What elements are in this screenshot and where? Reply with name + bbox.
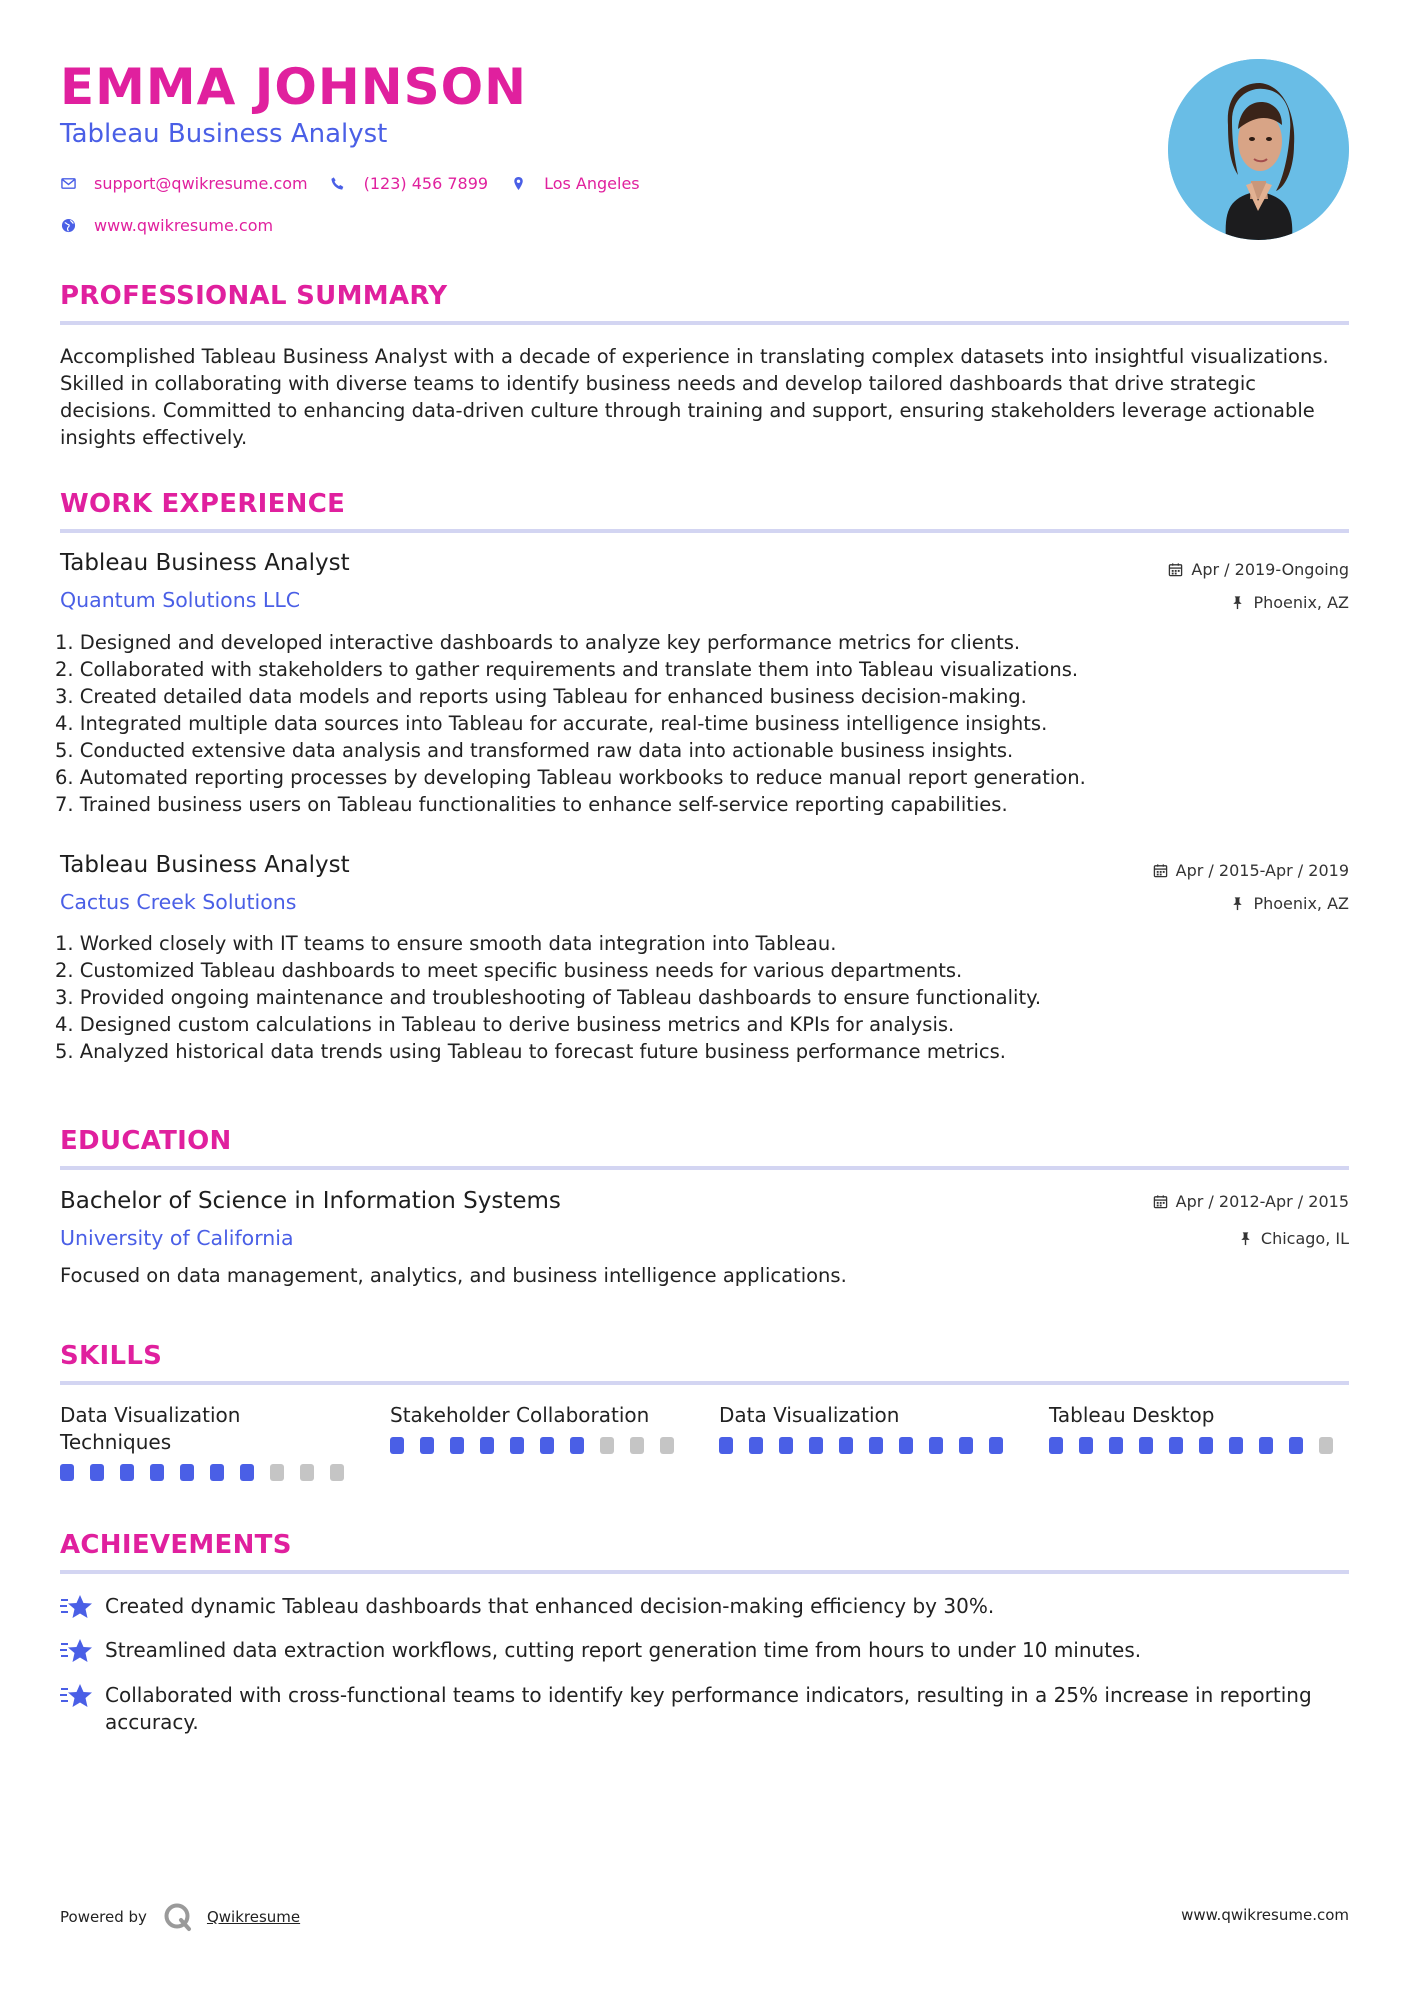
phone-icon xyxy=(330,176,346,192)
skill-dot-filled xyxy=(929,1437,943,1454)
skill-dot-filled xyxy=(959,1437,973,1454)
education-location-text: Chicago, IL xyxy=(1260,1229,1349,1248)
skill-name: Tableau Desktop xyxy=(1049,1403,1215,1427)
job-location xyxy=(1230,593,1349,612)
skill-dot-filled xyxy=(1109,1437,1123,1454)
list-item: 6. Automated reporting processes by developing Tableau workbooks to reduce manual report generation. xyxy=(55,766,1086,789)
skill-dot-filled xyxy=(1139,1437,1153,1454)
skill-dot-filled xyxy=(989,1437,1003,1454)
skill-dot-filled xyxy=(120,1464,134,1481)
job-location-text: Phoenix, AZ xyxy=(1253,894,1349,913)
school-name: University of California xyxy=(60,1226,294,1250)
skill-dot-filled xyxy=(749,1437,763,1454)
website-item[interactable] xyxy=(60,216,273,235)
education-description: Focused on data management, analytics, and business intelligence applications. xyxy=(60,1264,847,1287)
section-divider xyxy=(60,529,1349,533)
skill-dot-empty xyxy=(300,1464,314,1481)
achievement-item xyxy=(60,1682,1350,1736)
education-dates xyxy=(1153,1192,1349,1211)
job-title: Tableau Business Analyst xyxy=(60,550,350,576)
job-company: Cactus Creek Solutions xyxy=(60,890,297,914)
phone-text[interactable]: (123) 456 7899 xyxy=(363,174,489,193)
section-divider xyxy=(60,1166,1349,1170)
contact-row-secondary xyxy=(60,216,295,235)
section-divider xyxy=(60,321,1349,325)
list-item: 3. Provided ongoing maintenance and troubleshooting of Tableau dashboards to ensure functionality. xyxy=(55,986,1042,1009)
list-item: 7. Trained business users on Tableau functionalities to enhance self-service reporting capabilities. xyxy=(55,793,1008,816)
profile-photo xyxy=(1168,59,1349,240)
skill-dot-filled xyxy=(180,1464,194,1481)
achievement-text: Streamlined data extraction workflows, cutting report generation time from hours to under 10 minutes. xyxy=(105,1638,1142,1662)
location-text: Los Angeles xyxy=(544,174,640,193)
job-company: Quantum Solutions LLC xyxy=(60,588,301,612)
skill-rating xyxy=(390,1437,690,1454)
degree-title: Bachelor of Science in Information Systems xyxy=(60,1188,561,1214)
experience-heading: WORK EXPERIENCE xyxy=(60,489,346,519)
calendar-icon xyxy=(1153,863,1168,878)
skill-dot-empty xyxy=(1319,1437,1333,1454)
list-item: 3. Created detailed data models and reports using Tableau for enhanced business decision-making. xyxy=(55,685,1027,708)
skill-dot-empty xyxy=(660,1437,674,1454)
skill-item xyxy=(60,1402,360,1481)
skill-dot-filled xyxy=(1079,1437,1093,1454)
summary-text: Accomplished Tableau Business Analyst with a decade of experience in translating complex datasets into insightful visualizations. Skilled in collaborating with diverse teams to identify business needs and develop tailored dashboards that drive strategic decisions. Committed to enhancing data-driven culture through training and support, ensuring stakeholders leverage actionable insights effectively. xyxy=(60,345,1329,449)
job-location xyxy=(1230,894,1349,913)
skill-dot-empty xyxy=(330,1464,344,1481)
education-dates-text: Apr / 2012-Apr / 2015 xyxy=(1175,1192,1349,1211)
list-item: 4. Designed custom calculations in Tableau to derive business metrics and KPIs for analysis. xyxy=(55,1013,955,1036)
contact-row-primary xyxy=(60,174,662,193)
job-bullets xyxy=(55,629,1355,818)
skill-dot-filled xyxy=(540,1437,554,1454)
list-item: 1. Designed and developed interactive dashboards to analyze key performance metrics for clients. xyxy=(55,631,1021,654)
skill-dot-filled xyxy=(420,1437,434,1454)
email-text[interactable]: support@qwikresume.com xyxy=(94,174,308,193)
skill-dot-filled xyxy=(1169,1437,1183,1454)
envelope-icon xyxy=(60,176,76,192)
skill-dot-filled xyxy=(60,1464,74,1481)
skills-heading: SKILLS xyxy=(60,1341,163,1371)
job-dates-text: Apr / 2015-Apr / 2019 xyxy=(1175,861,1349,880)
skill-dot-filled xyxy=(839,1437,853,1454)
brand-link[interactable]: Qwikresume xyxy=(206,1908,301,1926)
skill-dot-filled xyxy=(210,1464,224,1481)
skill-dot-filled xyxy=(510,1437,524,1454)
job-bullets xyxy=(55,930,1355,1065)
skill-dot-filled xyxy=(450,1437,464,1454)
skill-rating xyxy=(1049,1437,1349,1454)
list-item: 5. Analyzed historical data trends using Tableau to forecast future business performance metrics. xyxy=(55,1040,1006,1063)
skill-name: Data Visualization xyxy=(719,1403,900,1427)
skill-item xyxy=(719,1402,1019,1454)
summary-heading: PROFESSIONAL SUMMARY xyxy=(60,281,448,311)
website-text[interactable]: www.qwikresume.com xyxy=(94,216,274,235)
star-icon xyxy=(60,1637,94,1665)
star-icon xyxy=(60,1593,94,1621)
skill-rating xyxy=(719,1437,1019,1454)
skill-item xyxy=(1049,1402,1349,1454)
skill-dot-filled xyxy=(809,1437,823,1454)
section-divider xyxy=(60,1381,1349,1385)
skill-dot-filled xyxy=(1229,1437,1243,1454)
list-item: 2. Collaborated with stakeholders to gather requirements and translate them into Tableau visualizations. xyxy=(55,658,1079,681)
skill-name: Data Visualization Techniques xyxy=(60,1403,241,1454)
star-icon xyxy=(60,1682,94,1710)
skill-dot-filled xyxy=(1289,1437,1303,1454)
skill-dot-filled xyxy=(869,1437,883,1454)
calendar-icon xyxy=(1153,1194,1168,1209)
skill-dot-filled xyxy=(779,1437,793,1454)
skill-item xyxy=(390,1402,690,1454)
phone-item[interactable] xyxy=(330,174,488,193)
skill-dot-filled xyxy=(570,1437,584,1454)
achievement-text: Collaborated with cross-functional teams to identify key performance indicators, resulting in a 25% increase in reporting accuracy. xyxy=(105,1683,1312,1734)
skill-name: Stakeholder Collaboration xyxy=(390,1403,650,1427)
list-item: 1. Worked closely with IT teams to ensure smooth data integration into Tableau. xyxy=(55,932,837,955)
candidate-title: Tableau Business Analyst xyxy=(60,119,388,149)
achievement-text: Created dynamic Tableau dashboards that enhanced decision-making efficiency by 30%. xyxy=(105,1594,995,1618)
job-title: Tableau Business Analyst xyxy=(60,852,350,878)
skill-dot-filled xyxy=(480,1437,494,1454)
pushpin-icon xyxy=(1230,896,1245,911)
location-item xyxy=(510,174,640,193)
powered-by-label: Powered by xyxy=(60,1908,147,1926)
job-dates xyxy=(1153,861,1349,880)
achievement-item xyxy=(60,1593,1350,1621)
job-location-text: Phoenix, AZ xyxy=(1253,593,1349,612)
skill-dot-filled xyxy=(1199,1437,1213,1454)
skill-dot-filled xyxy=(150,1464,164,1481)
skill-dot-empty xyxy=(270,1464,284,1481)
skill-dot-filled xyxy=(90,1464,104,1481)
calendar-icon xyxy=(1168,562,1183,577)
pushpin-icon xyxy=(1238,1231,1253,1246)
footer-url[interactable]: www.qwikresume.com xyxy=(1181,1906,1349,1924)
list-item: 2. Customized Tableau dashboards to meet specific business needs for various departments. xyxy=(55,959,963,982)
job-dates xyxy=(1168,560,1349,579)
pushpin-icon xyxy=(1230,595,1245,610)
map-pin-icon xyxy=(510,176,526,192)
achievements-heading: ACHIEVEMENTS xyxy=(60,1530,292,1560)
skill-dot-filled xyxy=(719,1437,733,1454)
skill-dot-filled xyxy=(1259,1437,1273,1454)
achievement-item xyxy=(60,1637,1350,1665)
skill-dot-filled xyxy=(390,1437,404,1454)
education-heading: EDUCATION xyxy=(60,1126,232,1156)
candidate-name: EMMA JOHNSON xyxy=(60,58,527,116)
list-item: 5. Conducted extensive data analysis and transformed raw data into actionable business insights. xyxy=(55,739,1014,762)
skill-rating xyxy=(60,1464,360,1481)
section-divider xyxy=(60,1570,1349,1574)
skill-dot-empty xyxy=(600,1437,614,1454)
job-dates-text: Apr / 2019-Ongoing xyxy=(1191,560,1349,579)
qwikresume-logo-icon xyxy=(163,1902,193,1932)
education-location xyxy=(1238,1229,1349,1248)
skill-dot-filled xyxy=(240,1464,254,1481)
skill-dot-filled xyxy=(1049,1437,1063,1454)
list-item: 4. Integrated multiple data sources into Tableau for accurate, real-time business intelligence insights. xyxy=(55,712,1048,735)
globe-icon xyxy=(60,218,76,234)
footer-powered-by xyxy=(60,1902,300,1932)
skill-dot-empty xyxy=(630,1437,644,1454)
email-item[interactable] xyxy=(60,174,308,193)
skill-dot-filled xyxy=(899,1437,913,1454)
